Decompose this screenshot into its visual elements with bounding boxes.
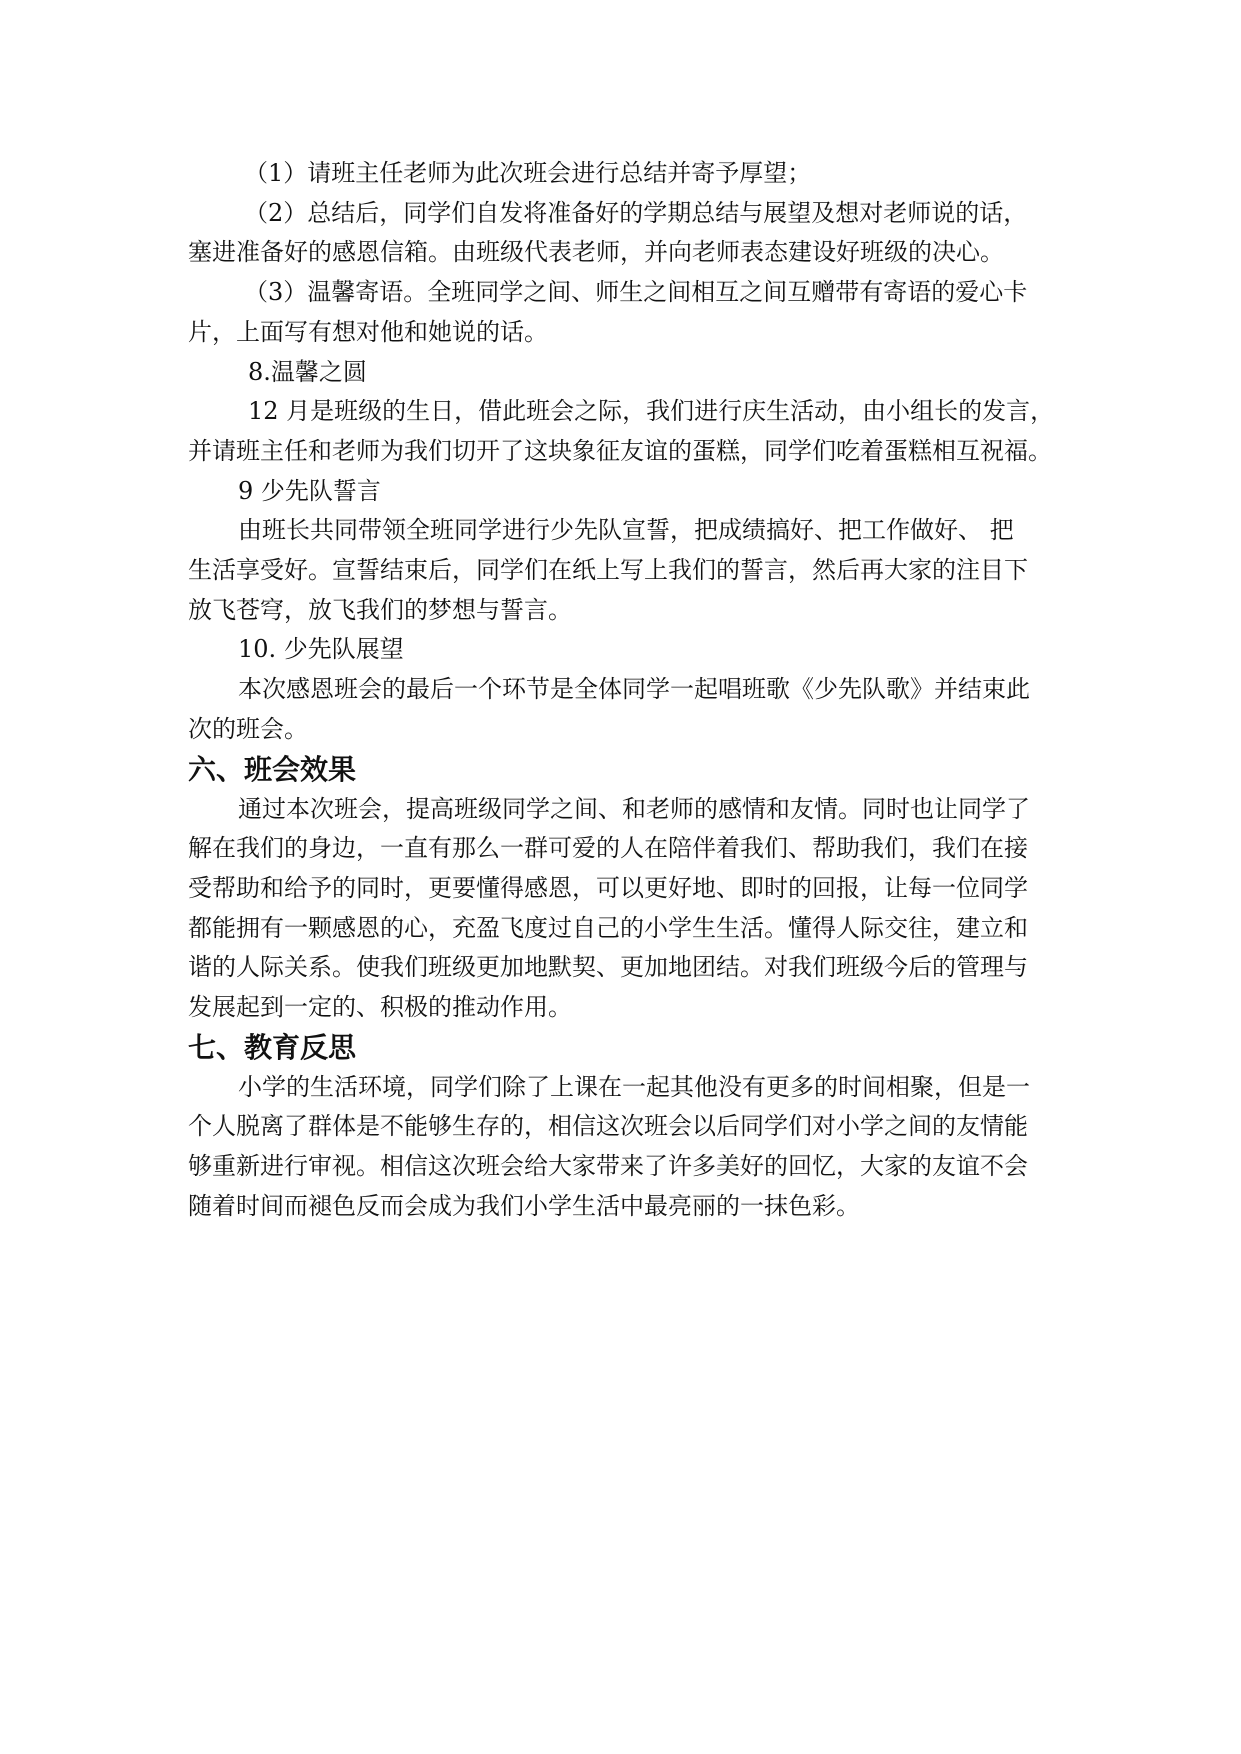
paragraph-line: 谐的人际关系。使我们班级更加地默契、更加地团结。对我们班级今后的管理与 [188, 953, 1028, 982]
paragraph-first-line: （2）总结后，同学们自发将准备好的学期总结与展望及想对老师说的话， [244, 198, 1028, 227]
section-heading: 七、教育反思 [188, 1030, 357, 1064]
paragraph-first-line: 由班长共同带领全班同学进行少先队宣誓，把成绩搞好、把工作做好、 把 [238, 516, 1014, 545]
paragraph-first-line: 8.温馨之圆 [248, 357, 367, 386]
paragraph-line: 发展起到一定的、积极的推动作用。 [188, 993, 572, 1022]
paragraph-line: 都能拥有一颗感恩的心，充盈飞度过自己的小学生生活。懂得人际交往，建立和 [188, 913, 1028, 942]
document-body [188, 154, 1068, 1227]
paragraph-first-line: 9 少先队誓言 [238, 476, 381, 505]
paragraph-line: 片，上面写有想对他和她说的话。 [188, 317, 548, 346]
paragraph-line: 解在我们的身边，一直有那么一群可爱的人在陪伴着我们、帮助我们，我们在接 [188, 834, 1028, 863]
paragraph-line: 随着时间而褪色反而会成为我们小学生活中最亮丽的一抹色彩。 [188, 1191, 860, 1220]
paragraph-first-line: 本次感恩班会的最后一个环节是全体同学一起唱班歌《少先队歌》并结束此 [238, 675, 1030, 704]
paragraph-line: 生活享受好。宣誓结束后，同学们在纸上写上我们的誓言，然后再大家的注目下 [188, 556, 1028, 585]
paragraph-first-line: 10. 少先队展望 [238, 635, 404, 664]
paragraph-line: 塞进准备好的感恩信箱。由班级代表老师，并向老师表态建设好班级的决心。 [188, 238, 1004, 267]
paragraph-first-line: （1）请班主任老师为此次班会进行总结并寄予厚望； [244, 159, 812, 187]
paragraph-line: 次的班会。 [188, 714, 308, 743]
paragraph-line: 够重新进行审视。相信这次班会给大家带来了许多美好的回忆，大家的友谊不会 [188, 1152, 1028, 1181]
paragraph-line: 并请班主任和老师为我们切开了这块象征友谊的蛋糕，同学们吃着蛋糕相互祝福。 [188, 436, 1052, 465]
paragraph-first-line: （3）温馨寄语。全班同学之间、师生之间相互之间互赠带有寄语的爱心卡 [244, 278, 1028, 307]
paragraph-first-line: 通过本次班会，提高班级同学之间、和老师的感情和友情。同时也让同学了 [238, 794, 1030, 823]
paragraph-line: 放飞苍穹，放飞我们的梦想与誓言。 [188, 595, 572, 624]
paragraph-line: 个人脱离了群体是不能够生存的，相信这次班会以后同学们对小学之间的友情能 [188, 1112, 1028, 1141]
paragraph-first-line: 小学的生活环境，同学们除了上课在一起其他没有更多的时间相聚，但是一 [238, 1072, 1030, 1101]
paragraph-first-line: 12 月是班级的生日，借此班会之际，我们进行庆生活动，由小组长的发言， [248, 397, 1055, 426]
paragraph-line: 受帮助和给予的同时，更要懂得感恩，可以更好地、即时的回报，让每一位同学 [188, 873, 1028, 902]
section-heading: 六、班会效果 [188, 752, 357, 786]
